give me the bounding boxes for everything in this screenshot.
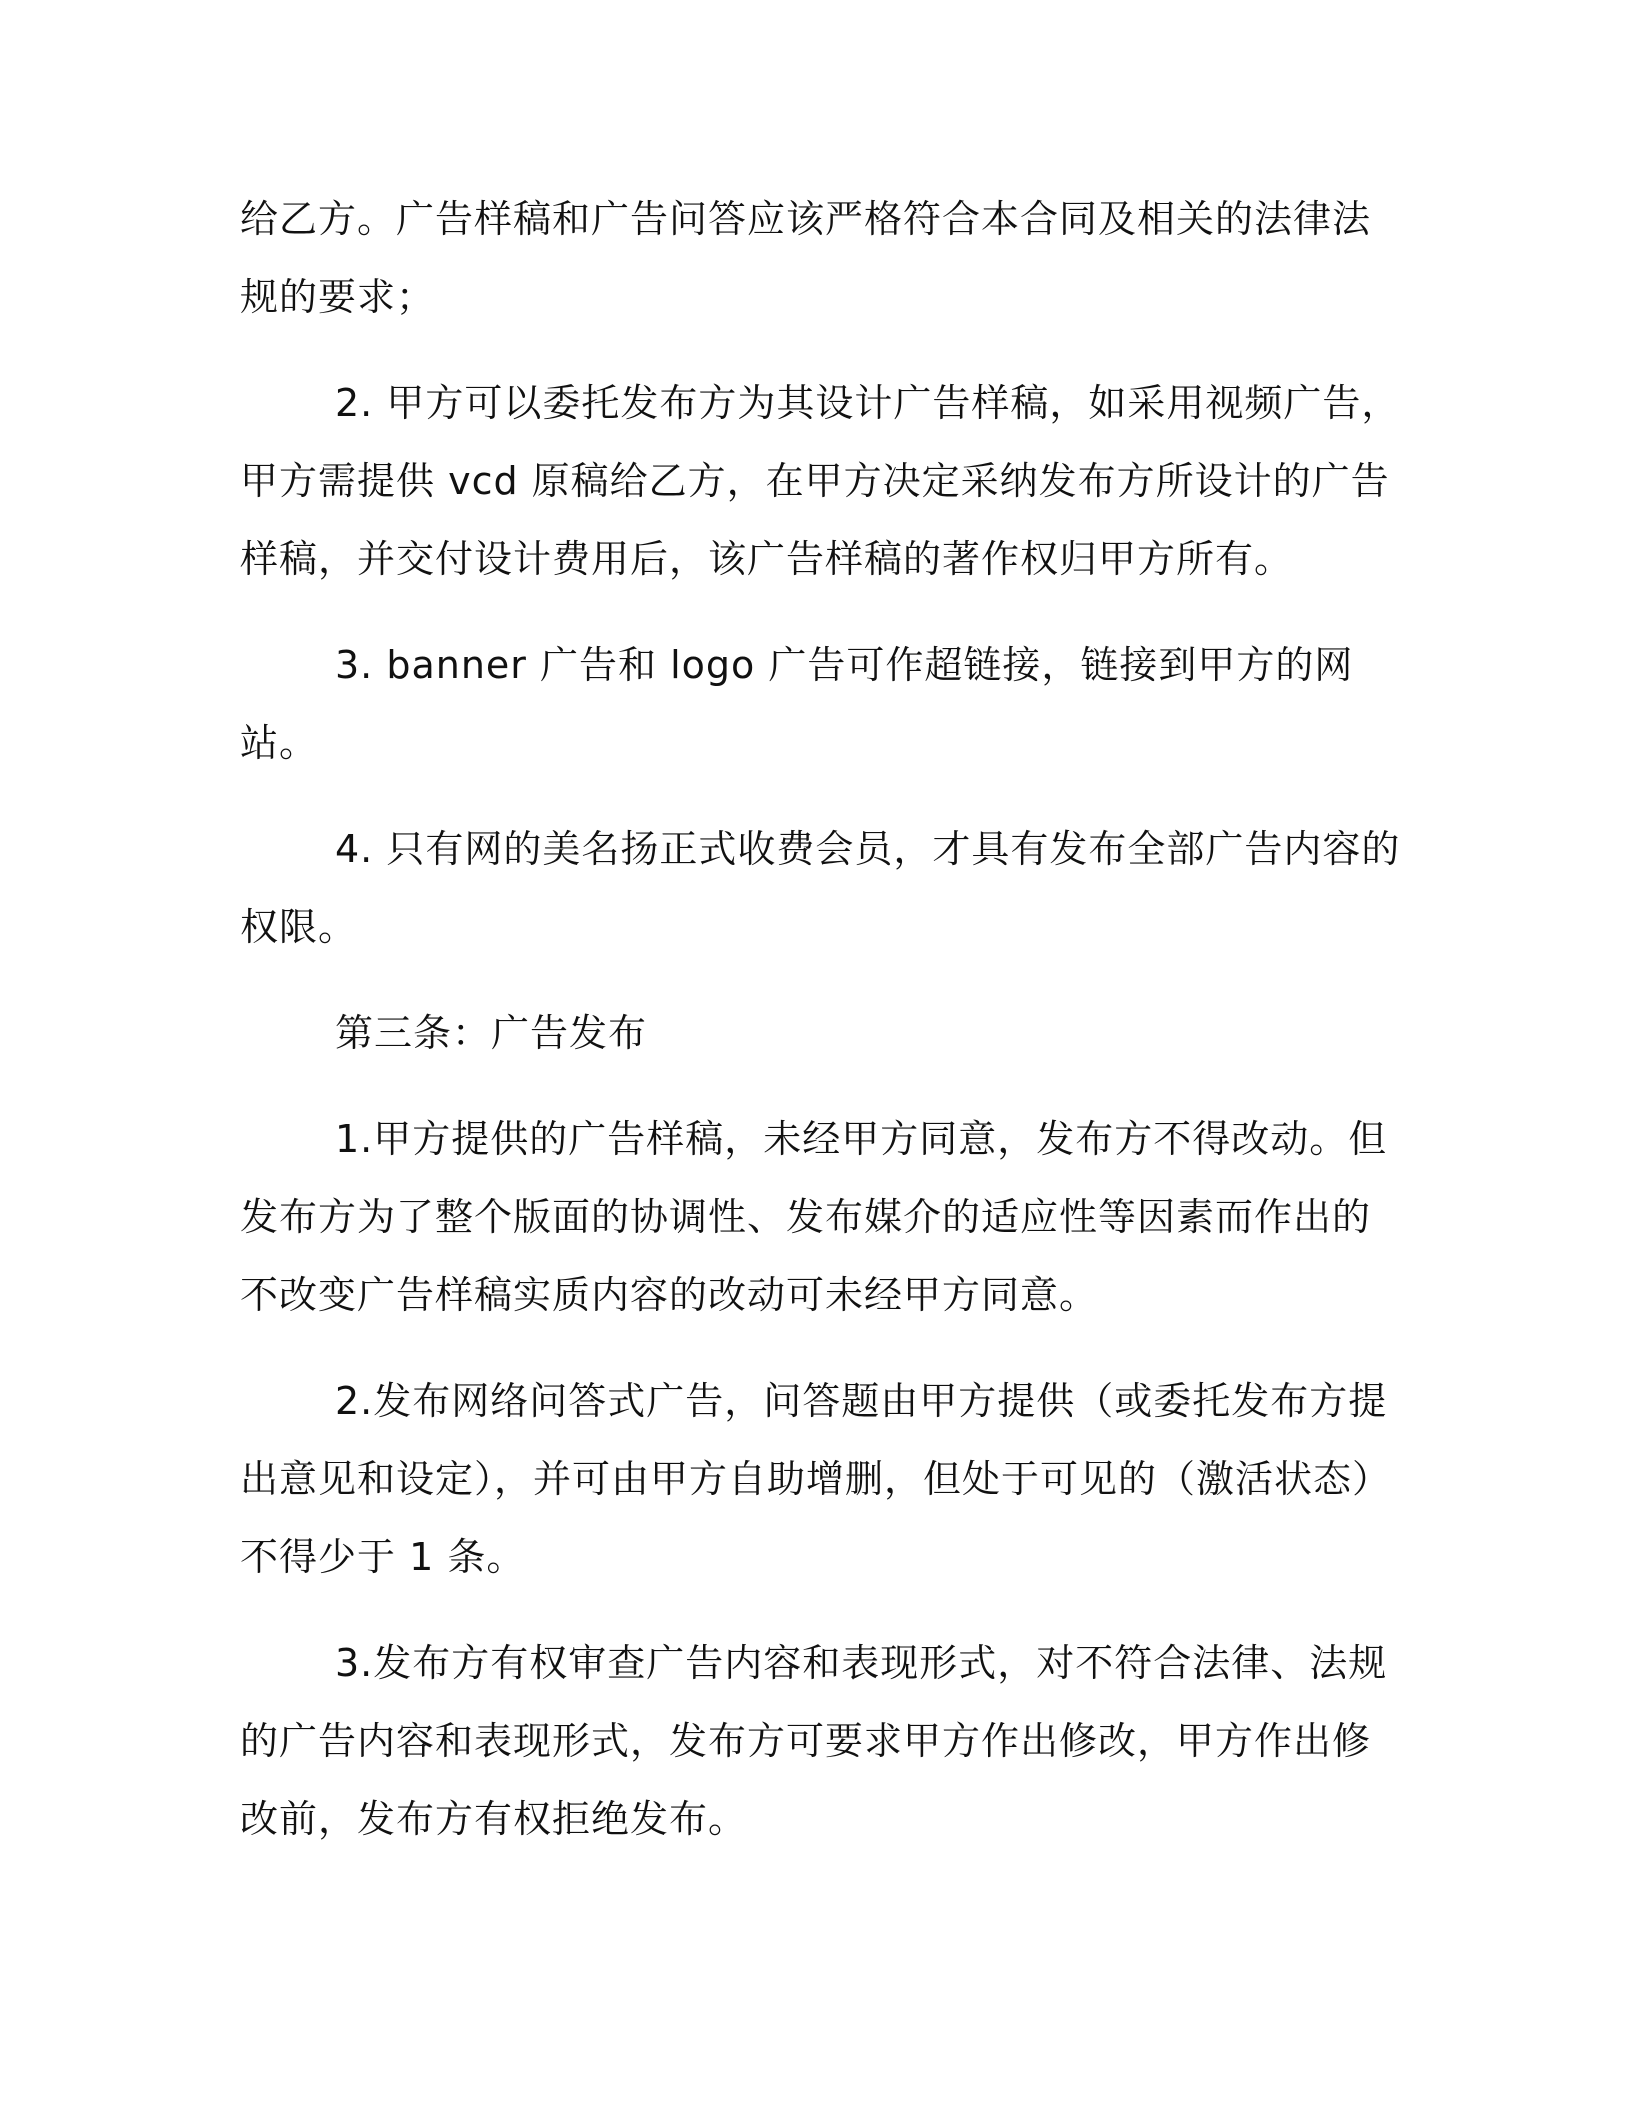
paragraph-continuation: 给乙方。广告样稿和广告问答应该严格符合本合同及相关的法律法规的要求； xyxy=(240,197,1372,319)
paragraph-clause-3-3: 3.发布方有权审查广告内容和表现形式，对不符合法律、法规的广告内容和表现形式，发布方可要求甲方作出修改，甲方作出修改前，发布方有权拒绝发布。 xyxy=(240,1641,1388,1841)
paragraph-clause-3-2: 2.发布网络问答式广告，问答题由甲方提供（或委托发布方提出意见和设定），并可由甲方自助增删，但处于可见的（激活状态）不得少于 1 条。 xyxy=(240,1379,1392,1579)
paragraph-clause-2-4: 4. 只有网的美名扬正式收费会员，才具有发布全部广告内容的权限。 xyxy=(240,827,1401,949)
section-heading-article-3: 第三条：广告发布 xyxy=(335,1011,648,1055)
document-body xyxy=(240,180,1405,1886)
paragraph-clause-3-1: 1.甲方提供的广告样稿，未经甲方同意，发布方不得改动。但发布方为了整个版面的协调性、发布媒介的适应性等因素而作出的不改变广告样稿实质内容的改动可未经甲方同意。 xyxy=(240,1117,1388,1317)
paragraph-clause-2-3: 3. banner 广告和 logo 广告可作超链接，链接到甲方的网站。 xyxy=(240,643,1354,765)
paragraph-clause-2-2: 2. 甲方可以委托发布方为其设计广告样稿，如采用视频广告，甲方需提供 vcd 原稿给乙方，在甲方决定采纳发布方所设计的广告样稿，并交付设计费用后，该广告样稿的著作权归甲方所有。 xyxy=(240,381,1401,581)
